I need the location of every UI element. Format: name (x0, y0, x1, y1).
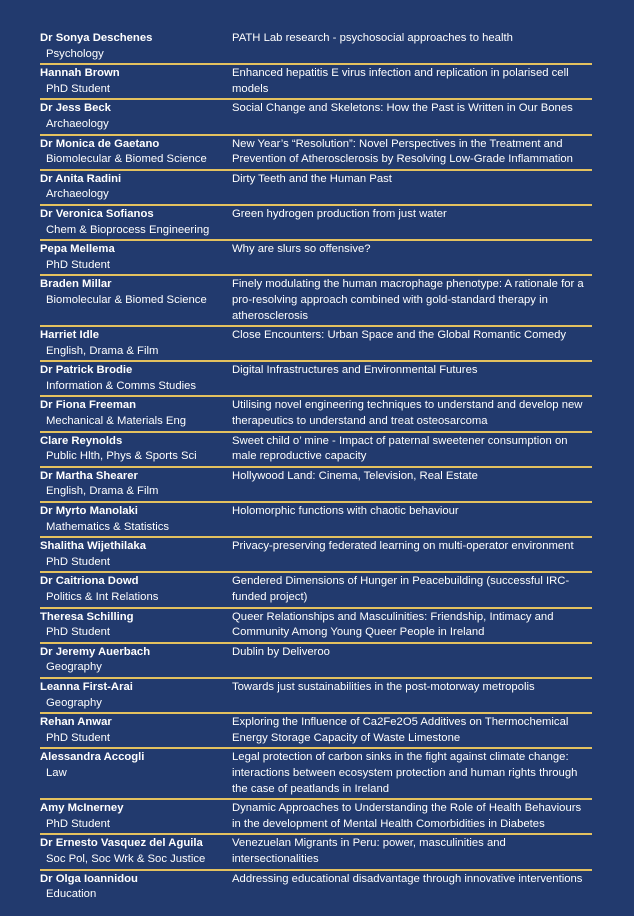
speaker-info (40, 680, 232, 711)
speaker-department: Chem & Bioprocess Engineering (46, 223, 210, 236)
talk-title: Legal protection of carbon sinks in the fight against climate change: interactions between ecosystem protection and human rights through the case of peatlands in Ireland (232, 751, 578, 795)
speaker-name: Dr Caitriona Dowd (40, 575, 139, 588)
talk-title: Green hydrogen production from just water (232, 207, 447, 220)
speaker-info (40, 715, 232, 746)
speaker-name: Dr Ernesto Vasquez del Aguila (40, 837, 203, 850)
speaker-name: Dr Monica de Gaetano (40, 137, 160, 150)
speaker-department: Mathematics & Statistics (46, 520, 170, 533)
speaker-name: Dr Martha Shearer (40, 469, 138, 482)
speaker-info (40, 645, 232, 676)
list-item (40, 397, 592, 432)
speaker-info (40, 31, 232, 62)
list-item (40, 835, 592, 870)
speaker-list (40, 30, 592, 904)
speaker-department: Public Hlth, Phys & Sports Sci (46, 450, 197, 463)
speaker-info (40, 172, 232, 203)
talk-title: PATH Lab research - psychosocial approaches to health (232, 32, 513, 44)
talk-title: Venezuelan Migrants in Peru: power, masculinities and intersectionalities (232, 837, 506, 865)
list-item (40, 644, 592, 679)
speaker-info (40, 469, 232, 500)
speaker-department: Geography (46, 696, 102, 709)
speaker-info (40, 836, 232, 867)
speaker-info (40, 363, 232, 394)
list-item (40, 538, 592, 573)
speaker-department: Geography (46, 661, 102, 674)
speaker-name: Shalitha Wijethilaka (40, 540, 146, 553)
speaker-department: Information & Comms Studies (46, 379, 197, 392)
speaker-name: Clare Reynolds (40, 434, 123, 447)
talk-title: Queer Relationships and Masculinities: Friendship, Intimacy and Community Among Young Queer People in Ireland (232, 610, 554, 639)
speaker-department: Biomolecular & Biomed Science (46, 153, 207, 166)
speaker-department: Politics & Int Relations (46, 591, 159, 603)
speaker-name: Theresa Schilling (40, 610, 134, 623)
speaker-name: Dr Olga Ioannidou (40, 872, 138, 885)
list-item (40, 433, 592, 468)
speaker-name: Braden Millar (40, 278, 112, 291)
speaker-info (40, 398, 232, 429)
speaker-info (40, 101, 232, 132)
talk-title: Social Change and Skeletons: How the Past is Written in Our Bones (232, 102, 573, 115)
speaker-name: Pepa Mellema (40, 243, 115, 256)
speaker-info (40, 574, 232, 605)
list-item (40, 136, 592, 171)
speaker-info (40, 137, 232, 168)
list-item (40, 503, 592, 538)
list-item (40, 30, 592, 65)
talk-title: Dynamic Approaches to Understanding the Role of Health Behaviours in the development of Mental Health Comorbidities in Diabetes (232, 802, 582, 830)
talk-title: Privacy-preserving federated learning on multi-operator environment (232, 540, 574, 553)
speaker-name: Dr Veronica Sofianos (40, 207, 154, 220)
talk-title: New Year’s “Resolution”: Novel Perspectives in the Treatment and Prevention of Atherosclerosis by Resolving Low-Grade Inflammation (232, 137, 573, 166)
talk-title: Dublin by Deliveroo (232, 645, 330, 658)
speaker-name: Rehan Anwar (40, 716, 112, 729)
speaker-info (40, 539, 232, 570)
list-item (40, 714, 592, 749)
speaker-name: Harriet Idle (40, 329, 100, 342)
speaker-department: Education (46, 888, 97, 901)
speaker-department: Archaeology (46, 188, 109, 201)
talk-title: Dirty Teeth and the Human Past (232, 172, 392, 185)
speaker-department: English, Drama & Film (46, 485, 159, 498)
speaker-department: PhD Student (46, 82, 111, 95)
list-item (40, 871, 592, 904)
speaker-name: Dr Sonya Deschenes (40, 32, 153, 44)
list-item (40, 679, 592, 714)
talk-title: Sweet child o’ mine - Impact of paternal sweetener consumption on male reproductive capacity (232, 434, 568, 463)
speaker-department: English, Drama & Film (46, 344, 159, 357)
talk-title: Holomorphic functions with chaotic behaviour (232, 505, 459, 518)
list-item (40, 800, 592, 835)
talk-title: Gendered Dimensions of Hunger in Peacebuilding (successful IRC-funded project) (232, 575, 570, 603)
list-item (40, 362, 592, 397)
speaker-info (40, 801, 232, 832)
speaker-name: Dr Jess Beck (40, 102, 111, 115)
talk-title: Hollywood Land: Cinema, Television, Real Estate (232, 469, 478, 482)
talk-title: Digital Infrastructures and Environmental Futures (232, 364, 478, 377)
talk-title: Close Encounters: Urban Space and the Global Romantic Comedy (232, 329, 567, 342)
speaker-info (40, 66, 232, 97)
speaker-name: Amy McInerney (40, 802, 124, 815)
speaker-department: Soc Pol, Soc Wrk & Soc Justice (46, 852, 206, 865)
speaker-department: Law (46, 766, 67, 779)
speaker-info (40, 277, 232, 324)
speaker-info (40, 207, 232, 238)
speaker-name: Leanna First-Arai (40, 680, 133, 693)
list-item (40, 327, 592, 362)
speaker-name: Dr Jeremy Auerbach (40, 645, 151, 658)
speaker-info (40, 434, 232, 465)
talk-title: Addressing educational disadvantage through innovative interventions (232, 872, 583, 885)
speaker-department: Mechanical & Materials Eng (46, 415, 187, 428)
talk-title: Why are slurs so offensive? (232, 243, 371, 256)
list-item (40, 241, 592, 276)
speaker-name: Dr Anita Radini (40, 172, 122, 185)
list-item (40, 171, 592, 206)
talk-title: Finely modulating the human macrophage phenotype: A rationale for a pro-resolving approach combined with gold-standard therapy in atherosclerosis (232, 278, 584, 322)
speaker-name: Hannah Brown (40, 67, 120, 80)
speaker-name: Dr Patrick Brodie (40, 364, 133, 377)
speaker-info (40, 242, 232, 273)
speaker-name: Dr Myrto Manolaki (40, 505, 138, 518)
talk-title: Enhanced hepatitis E virus infection and replication in polarised cell models (232, 67, 569, 95)
speaker-info (40, 872, 232, 903)
list-item (40, 65, 592, 100)
speaker-department: Psychology (46, 47, 104, 60)
speaker-department: Biomolecular & Biomed Science (46, 293, 207, 306)
speaker-name: Alessandra Accogli (40, 751, 145, 764)
list-item (40, 749, 592, 800)
speaker-info (40, 750, 232, 797)
list-item (40, 206, 592, 241)
list-item (40, 609, 592, 644)
talk-title: Utilising novel engineering techniques to understand and develop new therapeutics to understand and treat osteosarcoma (232, 399, 583, 428)
speaker-department: PhD Student (46, 731, 111, 744)
speaker-department: PhD Student (46, 626, 111, 639)
speaker-department: Archaeology (46, 117, 109, 130)
speaker-info (40, 504, 232, 535)
list-item (40, 468, 592, 503)
speaker-department: PhD Student (46, 555, 111, 568)
speaker-info (40, 328, 232, 359)
speaker-department: PhD Student (46, 258, 111, 271)
speaker-name: Dr Fiona Freeman (40, 399, 137, 412)
list-item (40, 573, 592, 608)
speaker-info (40, 610, 232, 641)
speaker-department: PhD Student (46, 817, 111, 830)
talk-title: Towards just sustainabilities in the post-motorway metropolis (232, 680, 535, 693)
talk-title: Exploring the Influence of Ca2Fe2O5 Additives on Thermochemical Energy Storage Capacity of Waste Limestone (232, 716, 569, 744)
list-item (40, 100, 592, 135)
list-item (40, 276, 592, 327)
